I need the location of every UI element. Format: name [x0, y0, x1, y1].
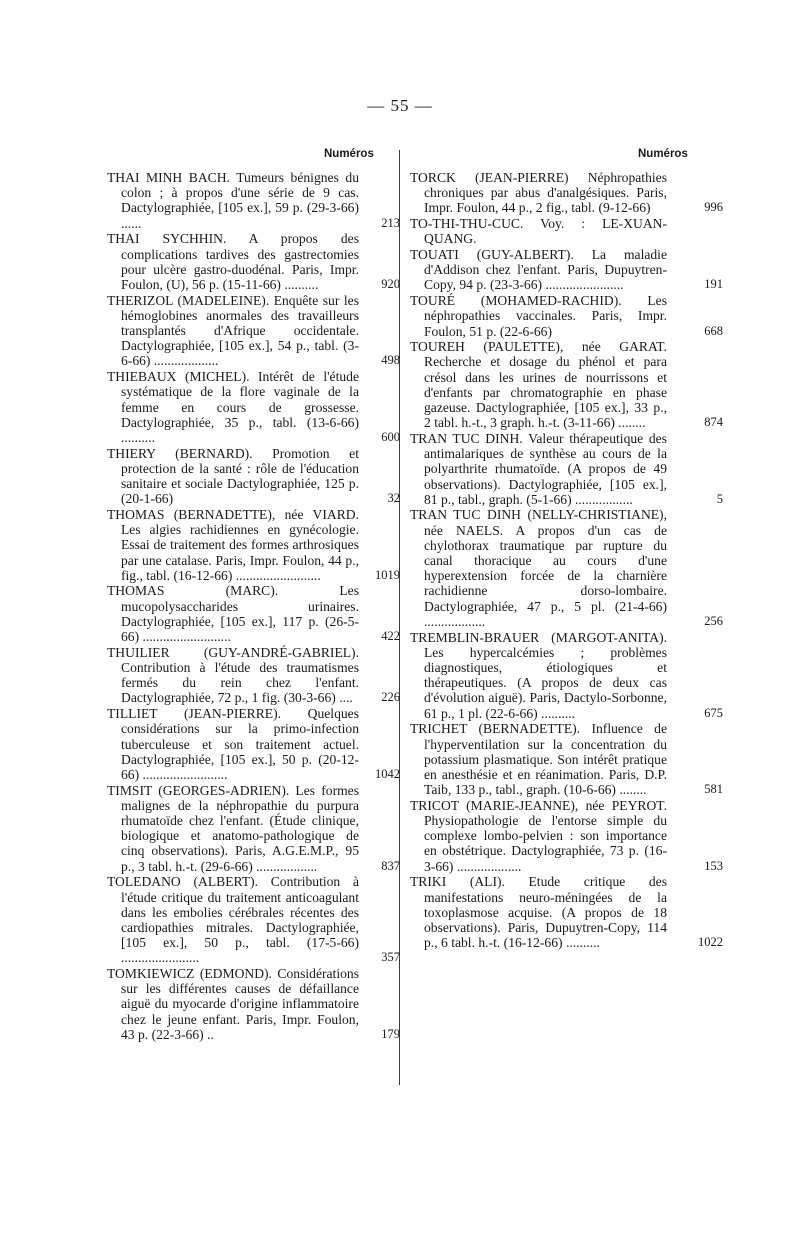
index-entry: TOURÉ (MOHAMED-RACHID). Les néphropathies vaccinales. Paris, Impr. Foulon, 51 p. (22-6-66) 668 [410, 293, 723, 339]
index-entry: THAI MINH BACH. Tumeurs bénignes du colon ; à propos d'une série de 9 cas. Dactylographiée, [105 ex.], 59 p. (29-3-66) ...... 213 [107, 170, 400, 231]
index-entry: TRAN TUC DINH (NELLY-CHRISTIANE), née NAELS. A propos d'un cas de chylothorax traumatique par rupture du canal thoracique au cours d'une hyperextension forcée de la charnière rachidienne dorso-lombaire. Dactylographiée, 47 p., 5 pl. (21-4-66) .................. 256 [410, 507, 723, 629]
entry-number: 1019 [375, 567, 400, 582]
column-header-left: Numéros [324, 148, 374, 160]
entry-number: 1042 [375, 766, 400, 781]
page-number: — 55 — [367, 96, 433, 115]
index-entry: TOUREH (PAULETTE), née GARAT. Recherche et dosage du phénol et para crésol dans les urines de nourrissons et d'enfants par chromatographie en phase gazeuse. Dactylographiée, [105 ex.], 33 p., 2 tabl. h.-t., 3 graph. h.-t. (3-11-66) ........ 874 [410, 339, 723, 431]
index-entry: THOMAS (MARC). Les mucopolysaccharides urinaires. Dactylographiée, [105 ex.], 117 p. (26-5-66) .......................... 422 [107, 583, 400, 645]
index-entry: THERIZOL (MADELEINE). Enquête sur les hémoglobines anormales des travailleurs transplantés d'Afrique occidentale. Dactylographiée, [105 ex.], 54 p., tabl. (3-6-66) ................... 498 [107, 292, 400, 369]
entry-number: 1022 [698, 935, 723, 950]
right-column [410, 170, 723, 951]
index-entry: THAI SYCHHIN. A propos des complications tardives des gastrectomies pour ulcère gastro-duodénal. Paris, Impr. Foulon, (U), 56 p. (15-11-66) .......... 920 [107, 231, 400, 292]
entry-number: 191 [704, 277, 723, 292]
entry-number: 256 [704, 613, 723, 628]
entry-number: 874 [704, 415, 723, 430]
entry-number: 357 [381, 950, 400, 965]
index-entry: TRAN TUC DINH. Valeur thérapeutique des antimalariques de synthèse au cours de la polyarthrite rhumatoïde. (A propos de 49 observations). Dactylographiée, [105 ex.], 81 p., tabl., graph. (5-1-66) ................. 5 [410, 430, 723, 507]
index-entry: TRICOT (MARIE-JEANNE), née PEYROT. Physiopathologie de l'entorse simple du complexe lombo-pelvien : son importance en obstétrique. Dactylographiée, 73 p. (16-3-66) ................... 153 [410, 797, 723, 874]
index-entry: TO-THI-THU-CUC. Voy. : LE-XUAN-QUANG. [410, 216, 667, 247]
entry-number: 581 [704, 782, 723, 797]
entry-number: 422 [381, 629, 400, 644]
entry-number: 5 [716, 491, 723, 506]
entry-number: 996 [704, 200, 723, 215]
entry-number: 179 [381, 1026, 400, 1041]
entry-number: 668 [704, 323, 723, 338]
index-entry: TORCK (JEAN-PIERRE) Néphropathies chroniques par abus d'analgésiques. Paris, Impr. Foulon, 44 p., 2 fig., tabl. (9-12-66) 996 [410, 170, 723, 216]
index-entry: TIMSIT (GEORGES-ADRIEN). Les formes malignes de la néphropathie du purpura rhumatoïde chez l'enfant. (Étude clinique, biologique et anatomo-pathologique de cinq observations). Paris, A.G.E.M.P., 95 p., 3 tabl. h.-t. (29-6-66) .................. 837 [107, 782, 400, 874]
index-entry: TRICHET (BERNADETTE). Influence de l'hyperventilation sur la concentration du potassium plasmatique. Son intérêt pratique en anesthésie et en réanimation. Paris, D.P. Taib, 133 p., tabl., graph. (10-6-66) ........ 581 [410, 721, 723, 798]
index-entry: THIEBAUX (MICHEL). Intérêt de l'étude systématique de la flore vaginale de la femme en cours de grossesse. Dactylographiée, 35 p., tabl. (13-6-66) .......... 600 [107, 369, 400, 445]
index-entry: TOLEDANO (ALBERT). Contribution à l'étude critique du traitement anticoagulant dans les embolies cérébrales récentes des cardiopathies mitrales. Dactylographiée, [105 ex.], 50 p., tabl. (17-5-66) ....................... 357 [107, 874, 400, 966]
entry-number: 920 [381, 276, 400, 291]
left-column [107, 170, 400, 1043]
index-entry: TOUATI (GUY-ALBERT). La maladie d'Addison chez l'enfant. Paris, Dupuytren-Copy, 94 p. (23-3-66) ....................... 191 [410, 247, 723, 293]
index-entry: TOMKIEWICZ (EDMOND). Considérations sur les différentes causes de défaillance aiguë du myocarde d'origine inflammatoire chez le jeune enfant. Paris, Impr. Foulon, 43 p. (22-3-66) .. 179 [107, 966, 400, 1042]
entry-number: 837 [381, 858, 400, 873]
index-entry: TREMBLIN-BRAUER (MARGOT-ANITA). Les hypercalcémies ; problèmes diagnostiques, étiologiques et thérapeutiques. (A propos de deux cas d'évolution aiguë). Paris, Dactylo-Sorbonne, 61 p., 1 pl. (22-6-66) .......... 675 [410, 629, 723, 721]
index-entry: THOMAS (BERNADETTE), née VIARD. Les algies rachidiennes en gynécologie. Essai de traitement des formes arthrosiques par une catalase. Paris, Impr. Foulon, 44 p., fig., tabl. (16-12-66) ......................... 1019 [107, 506, 400, 583]
index-entry: THIERY (BERNARD). Promotion et protection de la santé : rôle de l'éducation sanitaire et sociale Dactylographiée, 125 p. (20-1-66) 32 [107, 445, 400, 507]
entry-number: 153 [704, 858, 723, 873]
entry-number: 226 [381, 690, 400, 705]
entry-number: 675 [704, 705, 723, 720]
column-header-right: Numéros [638, 148, 688, 160]
entry-number: 600 [381, 429, 400, 444]
index-entry: TILLIET (JEAN-PIERRE). Quelques considérations sur la primo-infection tuberculeuse et son traitement actuel. Dactylographiée, [105 ex.], 50 p. (20-12-66) ......................... 1042 [107, 706, 400, 782]
entry-number: 213 [381, 215, 400, 230]
index-entry: TRIKI (ALI). Etude critique des manifestations neuro-méningées de la toxoplasmose acquise. (A propos de 18 observations). Paris, Dupuytren-Copy, 114 p., 6 tabl. h.-t. (16-12-66) .......... 1022 [410, 874, 723, 951]
entry-number: 498 [381, 353, 400, 368]
index-entry: THUILIER (GUY-ANDRÉ-GABRIEL). Contribution à l'étude des traumatismes fermés du rein chez l'enfant. Dactylographiée, 72 p., 1 fig. (30-3-66) .... 226 [107, 644, 400, 706]
entry-number: 32 [387, 491, 400, 506]
